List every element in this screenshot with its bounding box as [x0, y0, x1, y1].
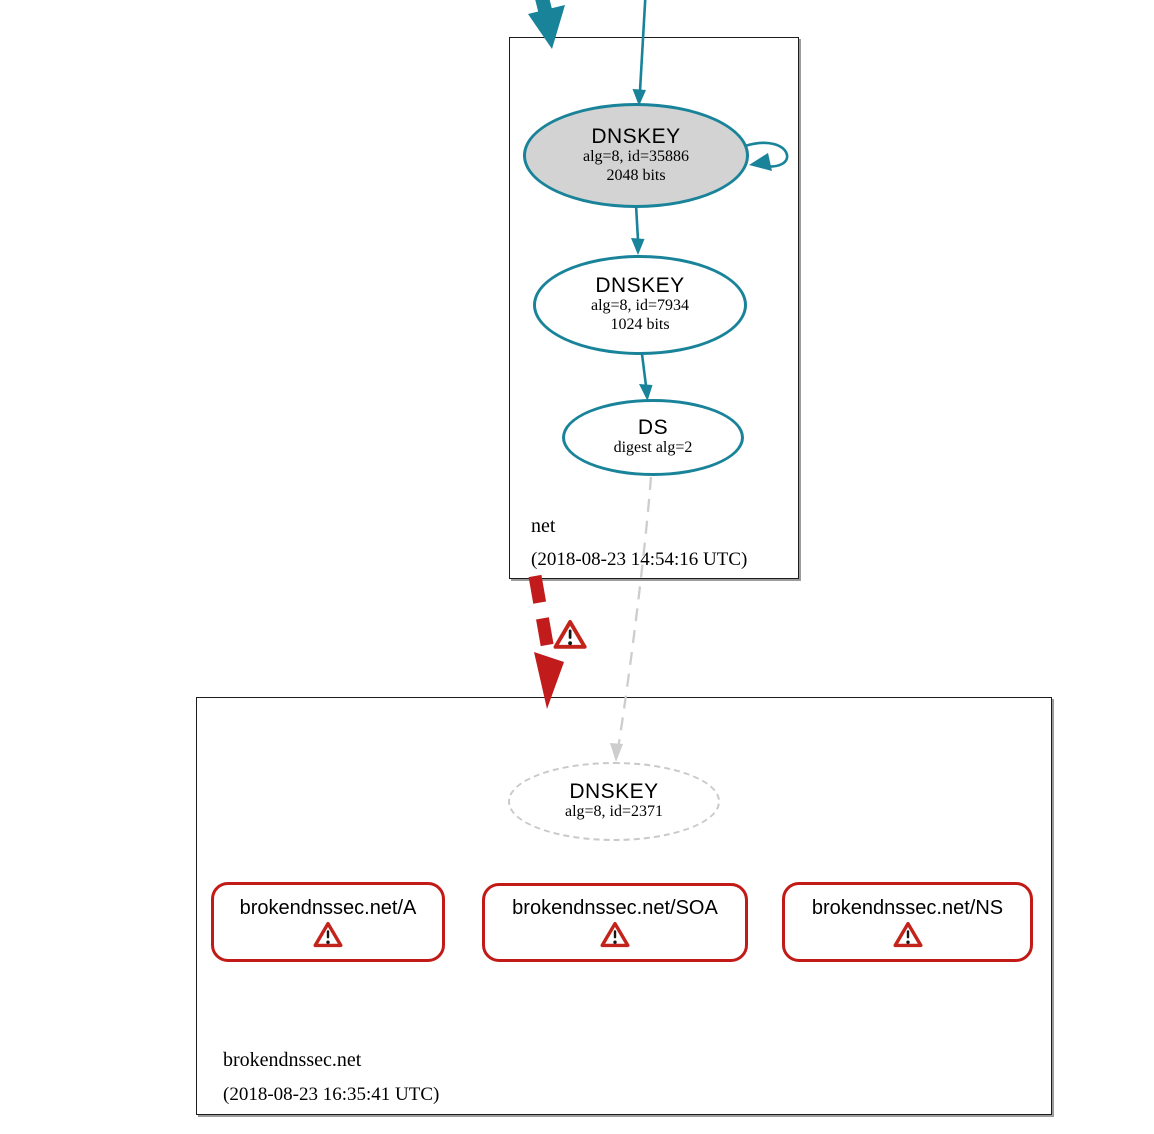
- zone-brokendnssec-label: brokendnssec.net: [223, 1049, 362, 1071]
- node-meta: digest alg=2: [613, 439, 693, 457]
- node-meta: alg=8, id=2371: [564, 803, 664, 821]
- node-ds-net[interactable]: [562, 399, 744, 476]
- rrset-label: brokendnssec.net/A: [239, 896, 417, 919]
- node-meta: alg=8, id=7934: [590, 297, 690, 315]
- node-rrset-ns[interactable]: [782, 882, 1033, 962]
- node-title: DNSKEY: [569, 780, 659, 804]
- node-size: 1024 bits: [610, 316, 670, 334]
- edge-bogus-delegation: [534, 576, 564, 709]
- node-title: DNSKEY: [595, 274, 685, 298]
- node-dnskey-zsk-net[interactable]: [533, 255, 747, 355]
- rrset-label: brokendnssec.net/NS: [811, 896, 1004, 919]
- zone-brokendnssec-timestamp: (2018-08-23 16:35:41 UTC): [223, 1084, 440, 1105]
- node-rrset-soa[interactable]: [482, 883, 748, 962]
- node-dnskey-brokendnssec[interactable]: [508, 762, 720, 841]
- node-title: DS: [637, 416, 669, 440]
- node-rrset-a[interactable]: [211, 882, 445, 962]
- warning-icon: [556, 622, 585, 647]
- warning-icon: [600, 921, 630, 948]
- node-dnskey-ksk-net[interactable]: [523, 103, 749, 208]
- warning-icon: [893, 921, 923, 948]
- zone-net-timestamp: (2018-08-23 14:54:16 UTC): [531, 549, 748, 570]
- node-size: 2048 bits: [606, 166, 666, 184]
- zone-net-label: net: [531, 515, 556, 537]
- node-title: DNSKEY: [591, 124, 681, 148]
- rrset-label: brokendnssec.net/SOA: [512, 897, 718, 919]
- node-meta: alg=8, id=35886: [582, 147, 690, 165]
- warning-icon: [313, 921, 343, 948]
